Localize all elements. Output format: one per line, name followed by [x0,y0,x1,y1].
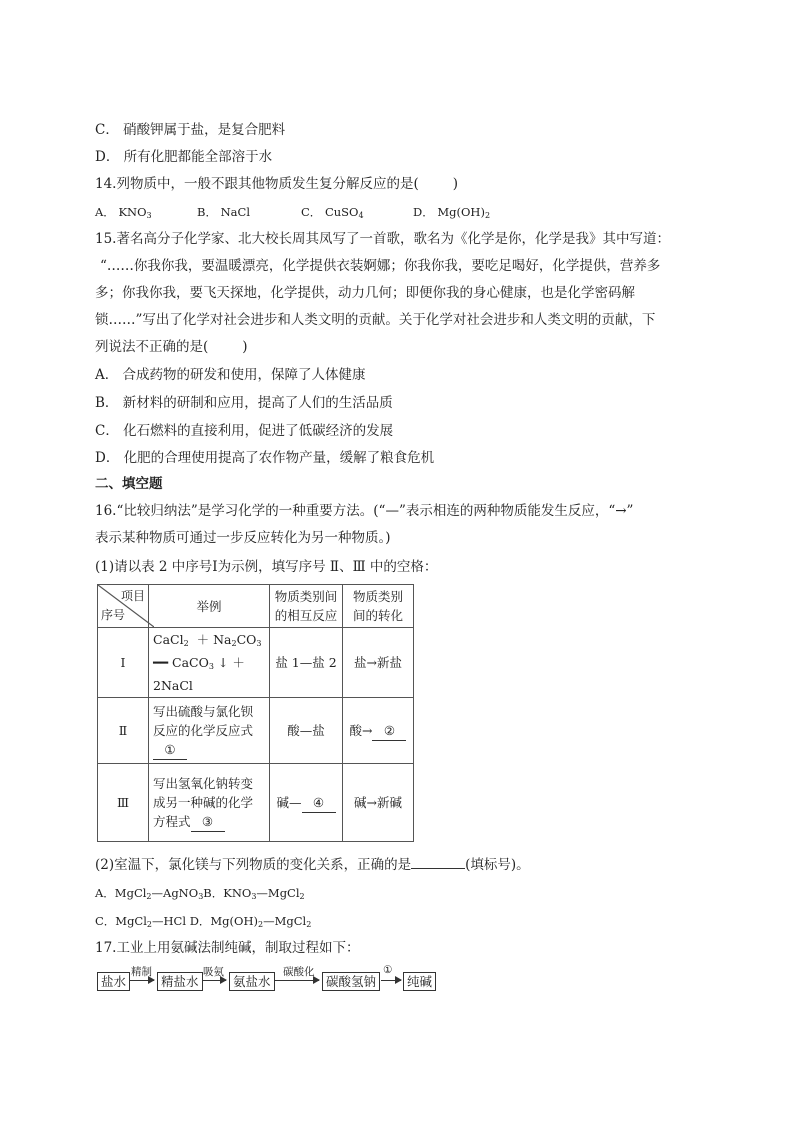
header-convert: 物质类别间的转化 [343,585,414,628]
q15-line-2: “……你我你我，要温暖漂亮，化学提供衣装婀娜；你我你我，要吃足喝好，化学提供，营养多 [100,258,661,274]
q16-options-cd [95,911,311,935]
table-header-corner [98,585,149,628]
flow-box-soda-ash: 纯碱 [403,972,436,991]
q16-options-ab [95,883,305,907]
row-convert: 盐→新盐 [343,628,414,698]
q15-option-c: C． 化石燃料的直接利用，促进了低碳经济的发展 [95,423,394,439]
q14-option-c: C． CuSO$_4$ [301,205,364,220]
flow-arrow: 碳酸化 [275,980,319,981]
q15-option-a: A． 合成药物的研发和使用，保障了人体健康 [95,367,366,383]
q14-option-a: A． $KNO_3$ [95,205,152,220]
flow-box-sodium-bicarbonate: 碳酸氢钠 [322,972,380,991]
q16-part-1: (1)请以表 2 中序号Ⅰ为示例，填写序号 Ⅱ、Ⅲ 中的空格： [95,559,438,575]
q15-option-d: D． 化肥的合理使用提高了农作物产量，缓解了粮食危机 [95,450,435,466]
q16-line-2: 表示某种物质可通过一步反应转化为另一种物质。) [95,530,391,546]
row-react: 碱— ④ [270,764,343,842]
table-row [98,628,414,698]
q16-option-d: D．$Mg(OH)_2—MgCl_2$ [189,914,312,929]
q17-stem: 17.工业上用氨碱法制纯碱，制取过程如下： [95,940,360,956]
flow-arrow: 吸氨 [202,980,226,981]
q17-flow-diagram [97,964,437,995]
blank-2[interactable]: ② [372,721,406,741]
table-row [98,764,414,842]
row-no: Ⅱ [98,698,149,764]
flow-box-ammonia-brine: 氨盐水 [229,972,275,991]
row-no: Ⅲ [98,764,149,842]
q15-option-b: B． 新材料的研制和应用，提高了人们的生活品质 [95,395,393,411]
answer-blank[interactable] [411,868,465,869]
q15-line-5: 列说法不正确的是( ) [95,339,248,355]
row-convert: 酸→ ② [343,698,414,764]
header-example: 举例 [149,585,270,628]
q16-table [97,584,414,842]
q14-option-b: B． NaCl [197,205,251,219]
q13-option-c: C． 硝酸钾属于盐，是复合肥料 [95,122,286,138]
flow-box-brine: 盐水 [97,972,130,991]
row-no: Ⅰ [98,628,149,698]
row-example: 写出硫酸与氯化钡反应的化学反应式 ① [149,698,270,764]
q16-option-b: B．$KNO_3—MgCl_2$ [203,886,305,901]
row-react: 盐 1—盐 2 [270,628,343,698]
section-title: 二、填空题 [95,476,163,492]
row-react: 酸—盐 [270,698,343,764]
q16-option-c: C．MgCl$_2$—HCl [95,914,187,929]
table-row [98,698,414,764]
q14-stem: 14.列物质中，一般不跟其他物质发生复分解反应的是( ) [95,176,459,192]
header-no-label: 序号 [101,608,126,622]
blank-4[interactable]: ④ [302,793,336,813]
header-item-label: 项目 [120,589,145,603]
q16-option-a: A．MgCl$_2$—AgNO$_3$ [95,886,204,901]
flow-arrow: 精制 [130,980,154,981]
blank-3[interactable]: ③ [191,812,225,832]
header-react: 物质类别间的相互反应 [270,585,343,628]
table-header-row [98,585,414,628]
q13-option-d: D． 所有化肥都能全部溶于水 [95,149,273,165]
row-example: CaCl$_2$ ＋ $Na_2CO_3$ ━━ CaCO$_3$ ↓ ＋ 2NaCl [149,628,270,698]
row-example: 写出氢氧化钠转变成另一种碱的化学方程式 ③ [149,764,270,842]
flow-arrow: ① [381,980,401,981]
q16-line-1: 16.“比较归纳法”是学习化学的一种重要方法。(“—”表示相连的两种物质能发生反应，“→” [95,503,634,519]
q14-options [95,202,490,226]
q15-line-3: 多；你我你我，要飞天探地，化学提供，动力几何；即便你我的身心健康，也是化学密码解 [95,285,635,301]
blank-1[interactable]: ① [153,740,187,760]
row-convert: 碱→新碱 [343,764,414,842]
q14-option-d: D． $Mg(OH)_2$ [413,205,491,220]
q16-part-2: (2)室温下，氯化镁与下列物质的变化关系，正确的是 (填标号)。 [95,857,530,873]
flow-box-refined-brine: 精盐水 [157,972,203,991]
q15-line-1: 15.著名高分子化学家、北大校长周其凤写了一首歌，歌名为《化学是你，化学是我》其中写道： [95,231,670,247]
q15-line-4: 锁……”写出了化学对社会进步和人类文明的贡献。关于化学对社会进步和人类文明的贡献，下 [95,312,656,328]
